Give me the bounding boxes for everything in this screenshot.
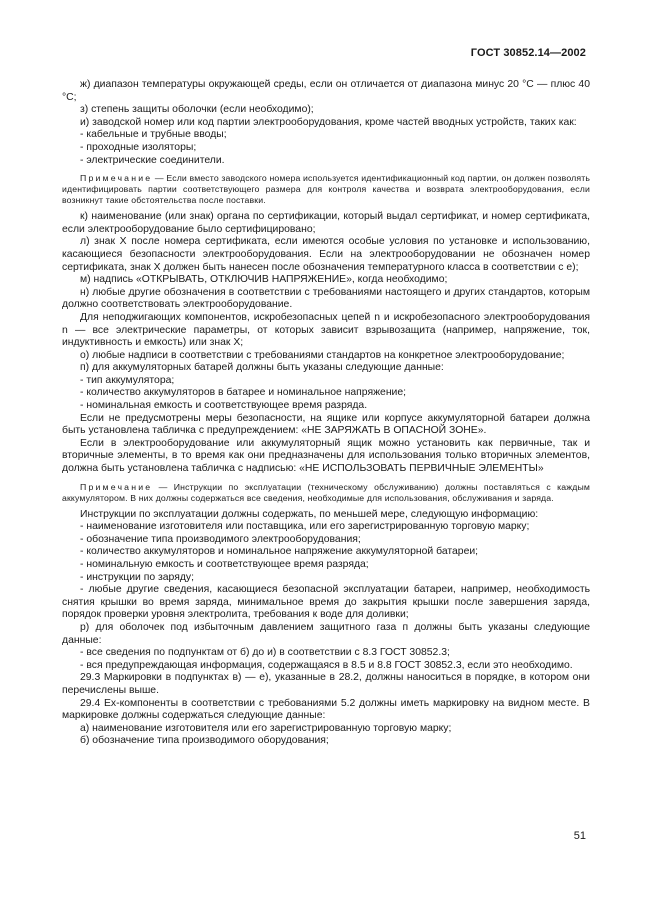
list-item: - вся предупреждающая информация, содержащаяся в 8.5 и 8.8 ГОСТ 30852.3, если это необходимо. bbox=[80, 659, 573, 671]
list-item: - количество аккумуляторов и номинальное напряжение аккумуляторной батареи; bbox=[80, 546, 479, 558]
paragraph: Если в электрооборудование или аккумуляторный ящик можно установить как первичные, так и вторичные элементы, в то время как они предназначены для использования только вторичных элементов, должна быть установлена табличка с надписью: «НЕ ИСПОЛЬЗОВАТЬ ПЕРВИЧНЫЕ ЭЛЕМЕНТЫ» bbox=[62, 437, 590, 475]
document-header: ГОСТ 30852.14—2002 bbox=[470, 47, 586, 59]
paragraph: 29.4 Ex-компоненты в соответствии с требованиями 5.2 должны иметь маркировку на видном месте. В маркировке должны содержаться следующие данные: bbox=[62, 697, 590, 722]
paragraph: Инструкции по эксплуатации должны содержать, по меньшей мере, следующую информацию: bbox=[80, 508, 539, 520]
list-item: - наименование изготовителя или поставщика, или его зарегистрированную торговую марку; bbox=[80, 521, 530, 533]
paragraph: 29.3 Маркировки в подпунктах в) — е), указанные в 28.2, должны наноситься в порядке, в котором они перечислены выше. bbox=[62, 672, 590, 696]
paragraph: н) любые другие обозначения в соответствии с требованиями настоящего и других стандартов, которым должно соответствовать электрооборудование. bbox=[62, 286, 590, 311]
paragraph: Для неподжигающих компонентов, искробезопасных цепей n и искробезопасного электрооборудования n — все электрические параметры, от которых зависит взрывозащита (например, напряжение, ток, индуктивность и емкость) или знак Х; bbox=[62, 311, 590, 349]
list-item: - номинальную емкость и соответствующее время разряда; bbox=[80, 559, 369, 570]
note-label: Примечание bbox=[80, 173, 153, 184]
note-text: — Инструкции по эксплуатации (техническому обслуживанию) должны поставляться с каждым аккумулятором. В них должны содержаться все сведения, необходимые для использования, обслуживания и заряда. bbox=[62, 481, 590, 503]
paragraph: л) знак Х после номера сертификата, если имеются особые условия по установке и использованию, касающиеся безопасности электрооборудования. Если на электрооборудовании не обозначен номер сертификата, знак Х должен быть нанесен после обозначения температурного класса в соответствии с е); bbox=[62, 236, 590, 273]
paragraph: р) для оболочек под избыточным давлением защитного газа п должны быть указаны следующие данные: bbox=[62, 621, 590, 646]
list-item: - обозначение типа производимого электрооборудования; bbox=[80, 533, 361, 545]
paragraph: п) для аккумуляторных батарей должны быть указаны следующие данные: bbox=[80, 362, 444, 374]
list-item: - кабельные и трубные вводы; bbox=[80, 129, 227, 141]
paragraph: ж) диапазон температуры окружающей среды, если он отличается от диапазона минус 20 °С — плюс 40 °С; bbox=[62, 79, 590, 103]
note-text: — Если вместо заводского номера используется идентификационный код партии, он должен позволять идентифицировать партии соответствующего размера для контроля качества и возврата электрооборудования, если возникнут такие обстоятельства после поставки. bbox=[62, 173, 590, 206]
list-item: - количество аккумуляторов в батарее и номинальное напряжение; bbox=[80, 387, 407, 399]
paragraph: а) наименование изготовителя или его зарегистрированную торговую марку; bbox=[80, 722, 452, 734]
paragraph: б) обозначение типа производимого оборудования; bbox=[80, 735, 329, 747]
paragraph: о) любые надписи в соответствии с требованиями стандартов на конкретное электрооборудование; bbox=[80, 349, 565, 361]
paragraph: к) наименование (или знак) органа по сертификации, который выдал сертификат, и номер сертификата, если электрооборудование было сертифицировано; bbox=[62, 211, 590, 235]
list-item: - проходные изоляторы; bbox=[80, 141, 197, 153]
list-item: - электрические соединители. bbox=[80, 154, 225, 166]
paragraph: з) степень защиты оболочки (если необходимо); bbox=[80, 104, 314, 116]
list-item: - инструкции по заряду; bbox=[80, 571, 194, 583]
list-item: - тип аккумулятора; bbox=[80, 374, 175, 386]
paragraph: Если не предусмотрены меры безопасности, на ящике или корпусе аккумуляторной батареи должна быть установлена табличка с предупреждением: «НЕ ЗАРЯЖАТЬ В ОПАСНОЙ ЗОНЕ». bbox=[62, 412, 590, 437]
paragraph: м) надпись «ОТКРЫВАТЬ, ОТКЛЮЧИВ НАПРЯЖЕНИЕ», когда необходимо; bbox=[80, 274, 448, 286]
note-label: Примечание bbox=[80, 481, 153, 492]
list-item: - все сведения по подпунктам от б) до и) в соответствии с 8.3 ГОСТ 30852.3; bbox=[80, 647, 450, 659]
note-block bbox=[62, 482, 590, 504]
list-item: - любые другие сведения, касающиеся безопасной эксплуатации батареи, например, необходимость снятия крышки во время заряда, минимальное время до закрытия крышки после завершения заряда, порядок проверки уровня электролита, требования к воде для доливки; bbox=[62, 584, 590, 621]
paragraph: и) заводской номер или код партии электрооборудования, кроме частей вводных устройств, таких как: bbox=[80, 116, 577, 128]
note-block bbox=[62, 173, 590, 206]
page-number: 51 bbox=[573, 830, 586, 842]
list-item: - номинальная емкость и соответствующее время разряда. bbox=[80, 400, 368, 412]
document-body bbox=[62, 79, 590, 748]
